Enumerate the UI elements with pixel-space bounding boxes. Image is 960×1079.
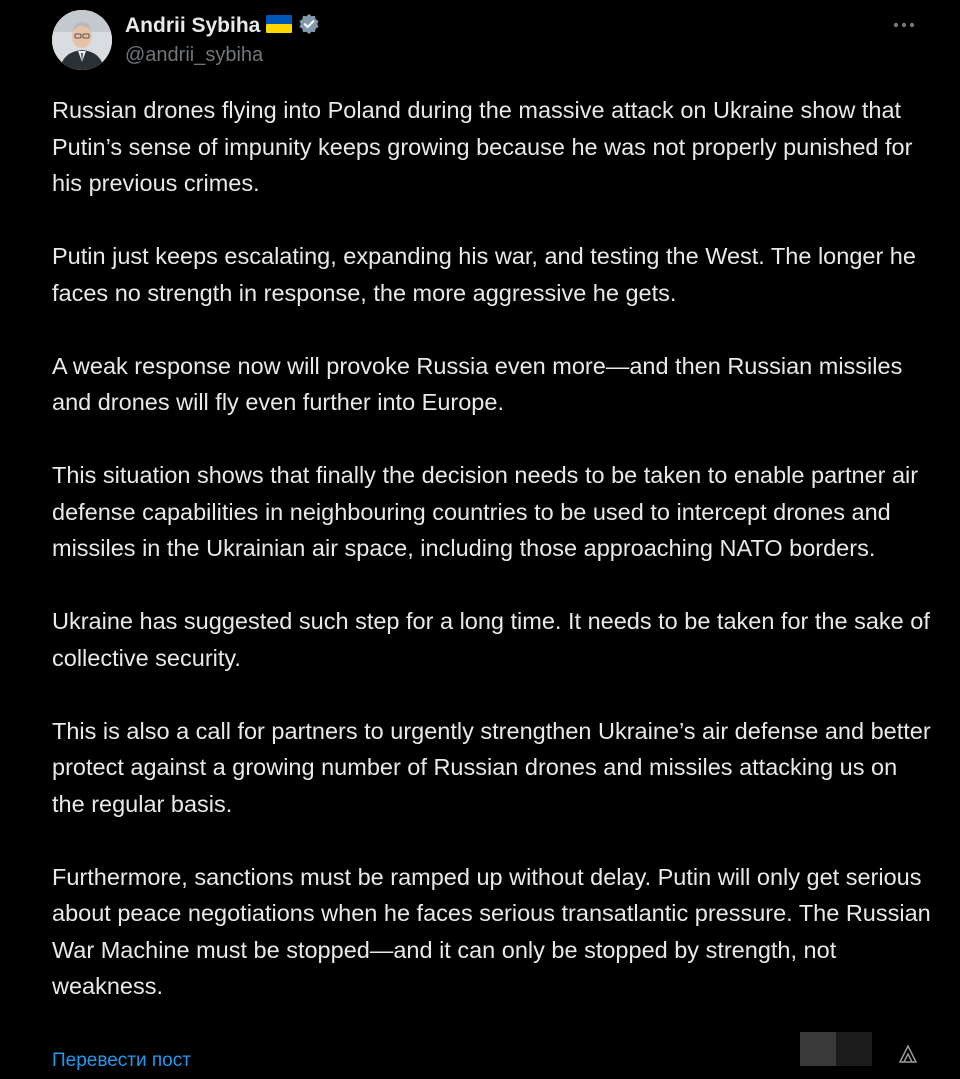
tweet-paragraph: Ukraine has suggested such step for a long time. It needs to be taken for the sake of collective security. <box>52 608 930 671</box>
more-options-icon[interactable] <box>892 18 916 32</box>
author-handle[interactable]: @andrii_sybiha <box>125 44 264 66</box>
tweet-body <box>52 92 932 1041</box>
tweet-paragraph: Putin just keeps escalating, expanding his war, and testing the West. The longer he faces no strength in response, the more aggressive he gets. <box>52 243 916 306</box>
watermark-block <box>800 1032 836 1066</box>
verified-badge-icon[interactable] <box>298 13 320 40</box>
avatar-image <box>52 10 112 70</box>
author-display-name[interactable]: Andrii Sybiha <box>125 14 261 37</box>
avatar[interactable] <box>52 10 112 70</box>
watermark-logo <box>800 1032 920 1066</box>
tweet-paragraph: A weak response now will provoke Russia even more—and then Russian missiles and drones will fly even further into Europe. <box>52 352 903 415</box>
tweet-paragraph: This is also a call for partners to urgently strengthen Ukraine’s air defense and better protect against a growing number of Russian drones and missiles attacking us on the regular basis. <box>52 717 931 817</box>
author-name-row <box>125 12 320 40</box>
tweet-paragraph: This situation shows that finally the decision needs to be taken to enable partner air defense capabilities in neighbouring countries to be used to intercept drones and missiles in the Ukrainian air space, including those approaching NATO borders. <box>52 462 919 561</box>
watermark-icon <box>872 1032 920 1066</box>
ukraine-flag-icon <box>266 15 292 38</box>
tweet-paragraph: Furthermore, sanctions must be ramped up without delay. Putin will only get serious about peace negotiations when he faces serious transatlantic pressure. The Russian War Machine must be stopped—and it can only be stopped by strength, not weakness. <box>52 863 931 999</box>
tweet-paragraph: Russian drones flying into Poland during the massive attack on Ukraine show that Putin’s sense of impunity keeps growing because he was not properly punished for his previous crimes. <box>52 97 913 196</box>
translate-post-link[interactable]: Перевести пост <box>52 1050 191 1071</box>
watermark-block <box>836 1032 872 1066</box>
